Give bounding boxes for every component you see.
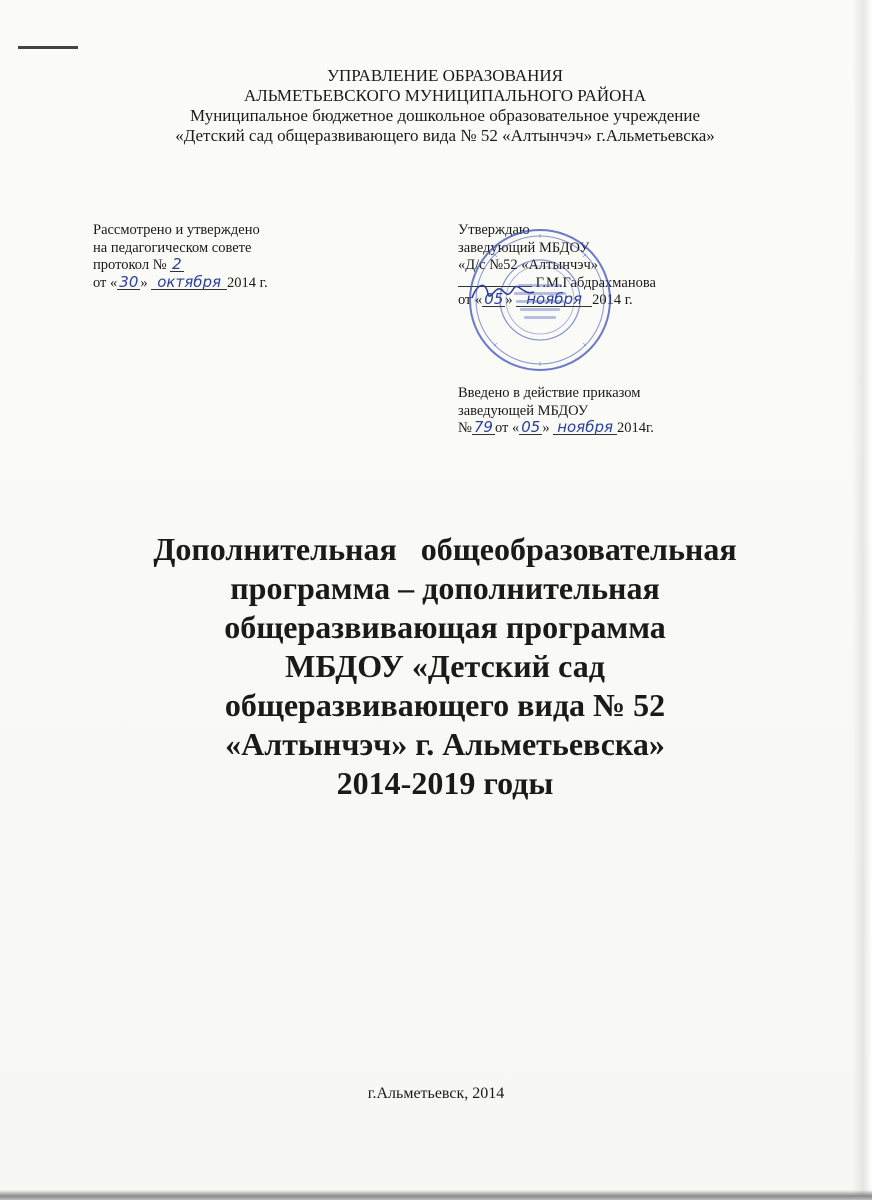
order-prefix: №	[458, 420, 472, 436]
date-mid: »	[140, 274, 148, 291]
protocol-line	[93, 257, 268, 275]
title-line7: 2014-2019 годы	[336, 765, 554, 801]
head-name: Г.М.Габдрахманова	[535, 274, 656, 291]
program-title	[60, 530, 830, 803]
order-month: ноября	[553, 420, 617, 435]
approval-left-date	[93, 272, 268, 293]
header-institution-name: «Детский сад общеразвивающего вида № 52 «Алтынчэч» г.Альметьевска»	[175, 126, 715, 145]
document-footer: г.Альметьевск, 2014	[367, 1085, 505, 1102]
title-line5: общеразвивающего вида № 52	[224, 687, 666, 723]
approval-left-line1: Рассмотрено и утверждено	[93, 222, 260, 238]
enactment-order-line	[458, 420, 654, 438]
title-line3: общеразвивающая программа	[224, 609, 666, 645]
date-year: 2014 г.	[227, 274, 268, 291]
order-from: от «	[494, 420, 520, 436]
document-header	[60, 66, 830, 146]
header-organization: УПРАВЛЕНИЕ ОБРАЗОВАНИЯ	[326, 66, 564, 85]
approval-right-line2: заведующий МБДОУ	[458, 239, 590, 256]
date-month: ноября	[516, 292, 592, 307]
date-month: октября	[151, 275, 227, 290]
pedagogical-council-approval	[93, 222, 268, 292]
title-line1: Дополнительная общеобразовательная	[153, 531, 737, 567]
enactment-line1: Введено в действие приказом	[458, 385, 641, 401]
page-bottom-edge	[0, 1190, 872, 1200]
date-year: 2014 г.	[592, 292, 633, 308]
order-year: 2014г.	[617, 420, 654, 436]
enactment-line2: заведующей МБДОУ	[458, 402, 589, 419]
title-line2: программа – дополнительная	[230, 570, 660, 606]
approval-right-line3: «Д/с №52 «Алтынчэч»	[458, 257, 599, 273]
date-mid: »	[505, 292, 513, 308]
header-institution-type: Муниципальное бюджетное дошкольное образовательное учреждение	[190, 106, 700, 125]
date-prefix: от «	[93, 274, 118, 291]
approval-right-line1: Утверждаю	[458, 222, 530, 238]
header-district: АЛЬМЕТЬЕВСКОГО МУНИЦИПАЛЬНОГО РАЙОНА	[244, 86, 646, 105]
title-line4: МБДОУ «Детский сад	[285, 648, 605, 684]
signature-icon	[468, 276, 538, 306]
order-mid: »	[542, 420, 550, 436]
title-line6: «Алтынчэч» г. Альметьевска»	[225, 726, 665, 762]
protocol-label: протокол №	[93, 257, 167, 273]
enactment-order	[458, 385, 654, 438]
scan-artifact-line	[18, 46, 78, 49]
date-day: 05	[484, 290, 504, 308]
order-number: 79	[473, 418, 493, 436]
protocol-number: 2	[172, 255, 182, 273]
page-edge-shadow	[852, 0, 872, 1200]
order-day: 05	[521, 418, 541, 436]
approval-left-line2: на педагогическом совете	[93, 239, 252, 256]
date-day: 30	[119, 272, 139, 291]
date-prefix: от «	[458, 292, 483, 308]
